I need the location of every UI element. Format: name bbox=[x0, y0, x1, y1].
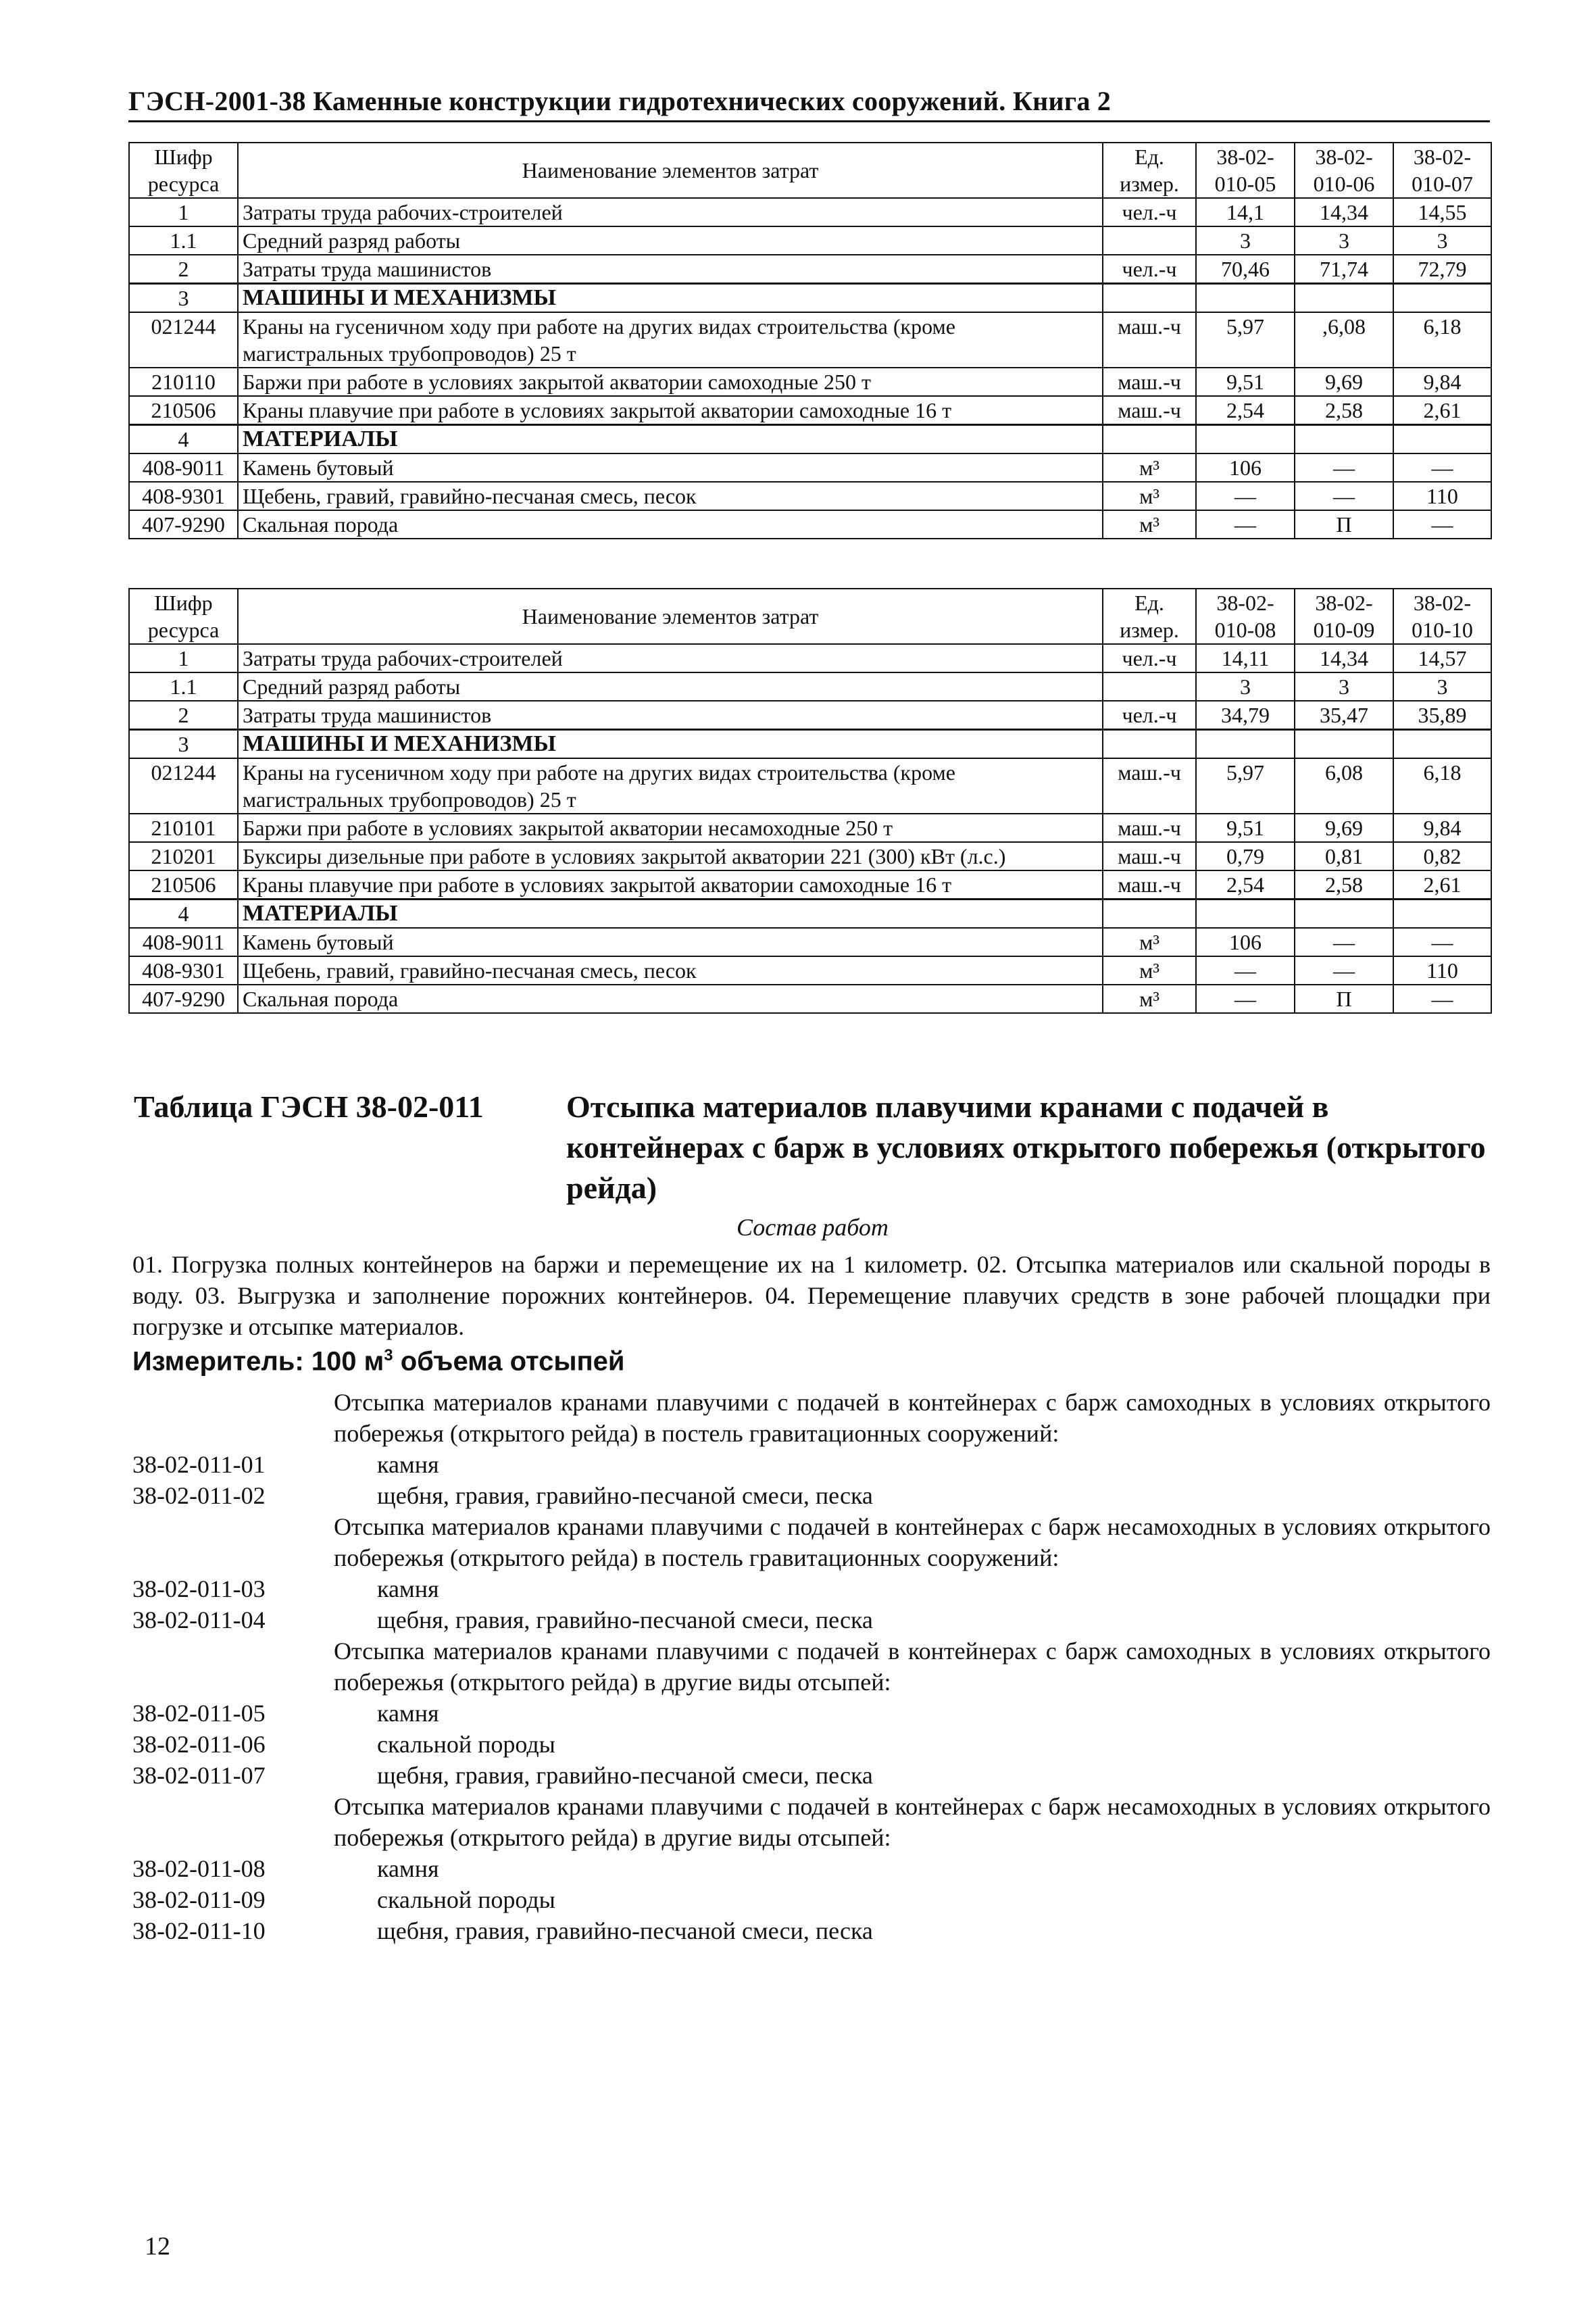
table-row bbox=[129, 510, 1491, 539]
empty-cell bbox=[1196, 730, 1295, 759]
table-row bbox=[129, 842, 1491, 870]
resource-unit: м³ bbox=[1103, 453, 1196, 482]
norm-item bbox=[132, 1449, 1491, 1480]
value-cell: — bbox=[1196, 482, 1295, 510]
measure-suffix: объема отсыпей bbox=[393, 1346, 625, 1377]
section-title: МАТЕРИАЛЫ bbox=[238, 425, 1103, 454]
page-header: ГЭСН-2001-38 Каменные конструкции гидротехнических сооружений. Книга 2 bbox=[128, 85, 1490, 122]
header-unit: Ед. измер. bbox=[1103, 589, 1196, 644]
resource-name: Затраты труда рабочих-строителей bbox=[238, 198, 1103, 226]
resource-unit: чел.-ч bbox=[1103, 644, 1196, 672]
resource-name: Затраты труда машинистов bbox=[238, 255, 1103, 284]
norm-label: камня bbox=[377, 1700, 439, 1727]
norm-item bbox=[132, 1698, 1491, 1729]
resource-unit: чел.-ч bbox=[1103, 255, 1196, 284]
norm-code: 38-02-011-02 bbox=[132, 1482, 266, 1509]
resource-name: Скальная порода bbox=[238, 985, 1103, 1013]
composition-heading: Состав работ bbox=[737, 1214, 889, 1241]
empty-cell bbox=[1295, 284, 1393, 313]
table-header-row bbox=[129, 143, 1491, 198]
norm-label: скальной породы bbox=[377, 1886, 555, 1913]
value-cell: 5,97 bbox=[1196, 312, 1295, 368]
norm-item bbox=[132, 1915, 1491, 1946]
value-cell: — bbox=[1295, 956, 1393, 985]
value-cell: 9,84 bbox=[1393, 368, 1491, 396]
norm-group-description: Отсыпка материалов кранами плавучими с подачей в контейнерах с барж самоходных в условиях открытого побережья (открытого рейда) в постель гравитационных сооружений: bbox=[334, 1389, 1491, 1447]
norm-item bbox=[132, 1729, 1491, 1760]
empty-cell bbox=[1196, 284, 1295, 313]
norm-code: 38-02-011-04 bbox=[132, 1606, 266, 1633]
value-cell: 3 bbox=[1393, 226, 1491, 255]
table-row bbox=[129, 701, 1491, 730]
section-row bbox=[129, 425, 1491, 454]
norm-label: щебня, гравия, гравийно-песчаной смеси, песка bbox=[377, 1762, 873, 1789]
value-cell: 0,79 bbox=[1196, 842, 1295, 870]
value-cell: 71,74 bbox=[1295, 255, 1393, 284]
value-cell: 2,54 bbox=[1196, 396, 1295, 425]
table-row bbox=[129, 985, 1491, 1013]
value-cell: 14,55 bbox=[1393, 198, 1491, 226]
value-cell: 2,58 bbox=[1295, 870, 1393, 900]
header-name: Наименование элементов затрат bbox=[238, 589, 1103, 644]
resource-code: 2 bbox=[129, 701, 238, 730]
value-cell: 70,46 bbox=[1196, 255, 1295, 284]
table-row bbox=[129, 198, 1491, 226]
value-cell: 14,34 bbox=[1295, 644, 1393, 672]
table-row bbox=[129, 453, 1491, 482]
table-row bbox=[129, 644, 1491, 672]
resource-code: 1 bbox=[129, 644, 238, 672]
value-cell: — bbox=[1295, 928, 1393, 956]
value-cell: 72,79 bbox=[1393, 255, 1491, 284]
header-col-3: 38-02-010-07 bbox=[1393, 143, 1491, 198]
resource-name: Затраты труда машинистов bbox=[238, 701, 1103, 730]
header-col-1: 38-02-010-05 bbox=[1196, 143, 1295, 198]
value-cell: 34,79 bbox=[1196, 701, 1295, 730]
table-row bbox=[129, 814, 1491, 842]
resource-unit: маш.-ч bbox=[1103, 368, 1196, 396]
norm-group-description: Отсыпка материалов кранами плавучими с подачей в контейнерах с барж самоходных в условиях открытого побережья (открытого рейда) в другие виды отсыпей: bbox=[334, 1638, 1491, 1696]
value-cell: 6,18 bbox=[1393, 312, 1491, 368]
empty-cell bbox=[1103, 425, 1196, 454]
value-cell: 2,61 bbox=[1393, 870, 1491, 900]
norm-label: щебня, гравия, гравийно-песчаной смеси, песка bbox=[377, 1482, 873, 1509]
norm-item bbox=[132, 1573, 1491, 1604]
resource-code: 407-9290 bbox=[129, 985, 238, 1013]
composition-text: 01. Погрузка полных контейнеров на баржи и перемещение их на 1 километр. 02. Отсыпка материалов или скальной породы в воду. 03. Выгрузка и заполнение порожних контейнеров. 04. Перемещение плавучих средств в зоне рабочей площадки при погрузке и отсыпке материалов. bbox=[132, 1251, 1491, 1340]
value-cell: 106 bbox=[1196, 928, 1295, 956]
resource-unit: маш.-ч bbox=[1103, 312, 1196, 368]
norm-label: скальной породы bbox=[377, 1731, 555, 1758]
value-cell: ,6,08 bbox=[1295, 312, 1393, 368]
value-cell: 14,57 bbox=[1393, 644, 1491, 672]
norm-code: 38-02-011-10 bbox=[132, 1917, 266, 1944]
value-cell: 3 bbox=[1196, 226, 1295, 255]
resource-table-1 bbox=[128, 142, 1492, 539]
resource-unit: чел.-ч bbox=[1103, 701, 1196, 730]
header-code: Шифр ресурса bbox=[129, 589, 238, 644]
resource-name: Затраты труда рабочих-строителей bbox=[238, 644, 1103, 672]
resource-name: Краны на гусеничном ходу при работе на других видах строительства (кроме магистральных трубопроводов) 25 т bbox=[238, 312, 1103, 368]
norm-label: щебня, гравия, гравийно-песчаной смеси, песка bbox=[377, 1606, 873, 1633]
norm-group-description: Отсыпка материалов кранами плавучими с подачей в контейнерах с барж несамоходных в условиях открытого побережья (открытого рейда) в постель гравитационных сооружений: bbox=[334, 1513, 1491, 1571]
value-cell: 0,81 bbox=[1295, 842, 1393, 870]
resource-code: 407-9290 bbox=[129, 510, 238, 539]
value-cell: 3 bbox=[1393, 672, 1491, 701]
value-cell: 2,58 bbox=[1295, 396, 1393, 425]
resource-code: 3 bbox=[129, 284, 238, 313]
resource-code: 1 bbox=[129, 198, 238, 226]
resource-code: 408-9301 bbox=[129, 482, 238, 510]
resource-unit: маш.-ч bbox=[1103, 842, 1196, 870]
value-cell: — bbox=[1196, 985, 1295, 1013]
section-row bbox=[129, 284, 1491, 313]
value-cell: 14,1 bbox=[1196, 198, 1295, 226]
value-cell: — bbox=[1393, 510, 1491, 539]
resource-name: Щебень, гравий, гравийно-песчаная смесь, песок bbox=[238, 956, 1103, 985]
norm-code: 38-02-011-08 bbox=[132, 1855, 266, 1882]
section-title: МАТЕРИАЛЫ bbox=[238, 900, 1103, 929]
norm-code: 38-02-011-06 bbox=[132, 1731, 266, 1758]
resource-unit: м³ bbox=[1103, 510, 1196, 539]
value-cell: 9,69 bbox=[1295, 814, 1393, 842]
empty-cell bbox=[1103, 900, 1196, 929]
resource-code: 408-9011 bbox=[129, 453, 238, 482]
resource-name: Средний разряд работы bbox=[238, 226, 1103, 255]
value-cell: — bbox=[1393, 985, 1491, 1013]
resource-name: Камень бутовый bbox=[238, 928, 1103, 956]
value-cell: 110 bbox=[1393, 956, 1491, 985]
resource-table-2 bbox=[128, 588, 1492, 1014]
empty-cell bbox=[1196, 900, 1295, 929]
value-cell: 35,47 bbox=[1295, 701, 1393, 730]
table-row bbox=[129, 368, 1491, 396]
resource-code: 210110 bbox=[129, 368, 238, 396]
resource-unit: м³ bbox=[1103, 985, 1196, 1013]
table-row bbox=[129, 672, 1491, 701]
value-cell: 3 bbox=[1295, 672, 1393, 701]
table-row bbox=[129, 956, 1491, 985]
header-name: Наименование элементов затрат bbox=[238, 143, 1103, 198]
norm-item bbox=[132, 1760, 1491, 1791]
value-cell: — bbox=[1393, 928, 1491, 956]
resource-unit: чел.-ч bbox=[1103, 198, 1196, 226]
resource-name: Камень бутовый bbox=[238, 453, 1103, 482]
value-cell: 14,11 bbox=[1196, 644, 1295, 672]
resource-code: 210101 bbox=[129, 814, 238, 842]
table-header-row bbox=[129, 589, 1491, 644]
section-title: МАШИНЫ И МЕХАНИЗМЫ bbox=[238, 284, 1103, 313]
header-col-2: 38-02-010-09 bbox=[1295, 589, 1393, 644]
value-cell: 5,97 bbox=[1196, 758, 1295, 814]
empty-cell bbox=[1393, 900, 1491, 929]
empty-cell bbox=[1295, 730, 1393, 759]
norm-code: 38-02-011-09 bbox=[132, 1886, 266, 1913]
resource-name: Щебень, гравий, гравийно-песчаная смесь, песок bbox=[238, 482, 1103, 510]
value-cell: 9,51 bbox=[1196, 814, 1295, 842]
measure-prefix: Измеритель: 100 м bbox=[132, 1346, 384, 1377]
resource-code: 210201 bbox=[129, 842, 238, 870]
value-cell: 3 bbox=[1196, 672, 1295, 701]
resource-code: 408-9301 bbox=[129, 956, 238, 985]
table-row bbox=[129, 482, 1491, 510]
header-code: Шифр ресурса bbox=[129, 143, 238, 198]
header-col-2: 38-02-010-06 bbox=[1295, 143, 1393, 198]
value-cell: — bbox=[1295, 482, 1393, 510]
value-cell: — bbox=[1196, 510, 1295, 539]
header-col-3: 38-02-010-10 bbox=[1393, 589, 1491, 644]
resource-unit: м³ bbox=[1103, 482, 1196, 510]
norms-list bbox=[132, 1387, 1491, 1946]
table-row bbox=[129, 226, 1491, 255]
resource-code: 4 bbox=[129, 900, 238, 929]
value-cell: 0,82 bbox=[1393, 842, 1491, 870]
norm-label: камня bbox=[377, 1451, 439, 1478]
resource-name: Средний разряд работы bbox=[238, 672, 1103, 701]
norm-item bbox=[132, 1853, 1491, 1884]
norm-code: 38-02-011-01 bbox=[132, 1451, 266, 1478]
empty-cell bbox=[1103, 730, 1196, 759]
value-cell: 35,89 bbox=[1393, 701, 1491, 730]
value-cell: 9,51 bbox=[1196, 368, 1295, 396]
value-cell: 14,34 bbox=[1295, 198, 1393, 226]
resource-code: 408-9011 bbox=[129, 928, 238, 956]
header-unit: Ед. измер. bbox=[1103, 143, 1196, 198]
table-row bbox=[129, 396, 1491, 425]
value-cell: 6,18 bbox=[1393, 758, 1491, 814]
empty-cell bbox=[1295, 900, 1393, 929]
value-cell: 6,08 bbox=[1295, 758, 1393, 814]
resource-name: Скальная порода bbox=[238, 510, 1103, 539]
resource-unit: маш.-ч bbox=[1103, 814, 1196, 842]
norm-code: 38-02-011-03 bbox=[132, 1575, 266, 1602]
value-cell: 110 bbox=[1393, 482, 1491, 510]
resource-name: Краны на гусеничном ходу при работе на других видах строительства (кроме магистральных трубопроводов) 25 т bbox=[238, 758, 1103, 814]
empty-cell bbox=[1393, 425, 1491, 454]
section-title: МАШИНЫ И МЕХАНИЗМЫ bbox=[238, 730, 1103, 759]
table-title-text: Отсыпка материалов плавучими кранами с подачей в контейнерах с барж в условиях открытого побережья (открытого рейда) bbox=[566, 1089, 1486, 1205]
norm-code: 38-02-011-05 bbox=[132, 1700, 266, 1727]
resource-unit: маш.-ч bbox=[1103, 870, 1196, 900]
empty-cell bbox=[1196, 425, 1295, 454]
empty-cell bbox=[1393, 730, 1491, 759]
value-cell: — bbox=[1393, 453, 1491, 482]
resource-name: Баржи при работе в условиях закрытой акватории несамоходные 250 т bbox=[238, 814, 1103, 842]
value-cell: — bbox=[1295, 453, 1393, 482]
value-cell: 2,54 bbox=[1196, 870, 1295, 900]
resource-code: 1.1 bbox=[129, 226, 238, 255]
table-row bbox=[129, 758, 1491, 814]
table-title-label: Таблица ГЭСН 38-02-011 bbox=[134, 1089, 484, 1124]
value-cell: 3 bbox=[1295, 226, 1393, 255]
resource-name: Баржи при работе в условиях закрытой акватории самоходные 250 т bbox=[238, 368, 1103, 396]
resource-code: 021244 bbox=[129, 312, 238, 368]
section-row bbox=[129, 730, 1491, 759]
table-row bbox=[129, 928, 1491, 956]
resource-code: 4 bbox=[129, 425, 238, 454]
norm-label: щебня, гравия, гравийно-песчаной смеси, песка bbox=[377, 1917, 873, 1944]
resource-unit bbox=[1103, 226, 1196, 255]
page-number: 12 bbox=[145, 2232, 170, 2261]
table-row bbox=[129, 312, 1491, 368]
resource-unit: маш.-ч bbox=[1103, 758, 1196, 814]
value-cell: 2,61 bbox=[1393, 396, 1491, 425]
norm-item bbox=[132, 1884, 1491, 1915]
resource-unit: маш.-ч bbox=[1103, 396, 1196, 425]
resource-code: 3 bbox=[129, 730, 238, 759]
resource-code: 210506 bbox=[129, 870, 238, 900]
norm-code: 38-02-011-07 bbox=[132, 1762, 266, 1789]
resource-code: 021244 bbox=[129, 758, 238, 814]
norm-label: камня bbox=[377, 1575, 439, 1602]
table-row bbox=[129, 255, 1491, 284]
empty-cell bbox=[1393, 284, 1491, 313]
resource-code: 2 bbox=[129, 255, 238, 284]
resource-code: 1.1 bbox=[129, 672, 238, 701]
value-cell: 106 bbox=[1196, 453, 1295, 482]
norm-item bbox=[132, 1604, 1491, 1635]
resource-name: Краны плавучие при работе в условиях закрытой акватории самоходные 16 т bbox=[238, 870, 1103, 900]
resource-unit: м³ bbox=[1103, 928, 1196, 956]
measure-sup: 3 bbox=[384, 1346, 393, 1364]
header-col-1: 38-02-010-08 bbox=[1196, 589, 1295, 644]
resource-unit: м³ bbox=[1103, 956, 1196, 985]
value-cell: 9,84 bbox=[1393, 814, 1491, 842]
norm-group-description: Отсыпка материалов кранами плавучими с подачей в контейнерах с барж несамоходных в условиях открытого побережья (открытого рейда) в другие виды отсыпей: bbox=[334, 1793, 1491, 1851]
section-row bbox=[129, 900, 1491, 929]
resource-unit bbox=[1103, 672, 1196, 701]
empty-cell bbox=[1103, 284, 1196, 313]
table-row bbox=[129, 870, 1491, 900]
resource-code: 210506 bbox=[129, 396, 238, 425]
measure-unit bbox=[132, 1346, 625, 1377]
norm-label: камня bbox=[377, 1855, 439, 1882]
value-cell: П bbox=[1295, 510, 1393, 539]
resource-name: Буксиры дизельные при работе в условиях закрытой акватории 221 (300) кВт (л.с.) bbox=[238, 842, 1103, 870]
value-cell: — bbox=[1196, 956, 1295, 985]
empty-cell bbox=[1295, 425, 1393, 454]
value-cell: 9,69 bbox=[1295, 368, 1393, 396]
value-cell: П bbox=[1295, 985, 1393, 1013]
resource-name: Краны плавучие при работе в условиях закрытой акватории самоходные 16 т bbox=[238, 396, 1103, 425]
norm-item bbox=[132, 1480, 1491, 1511]
